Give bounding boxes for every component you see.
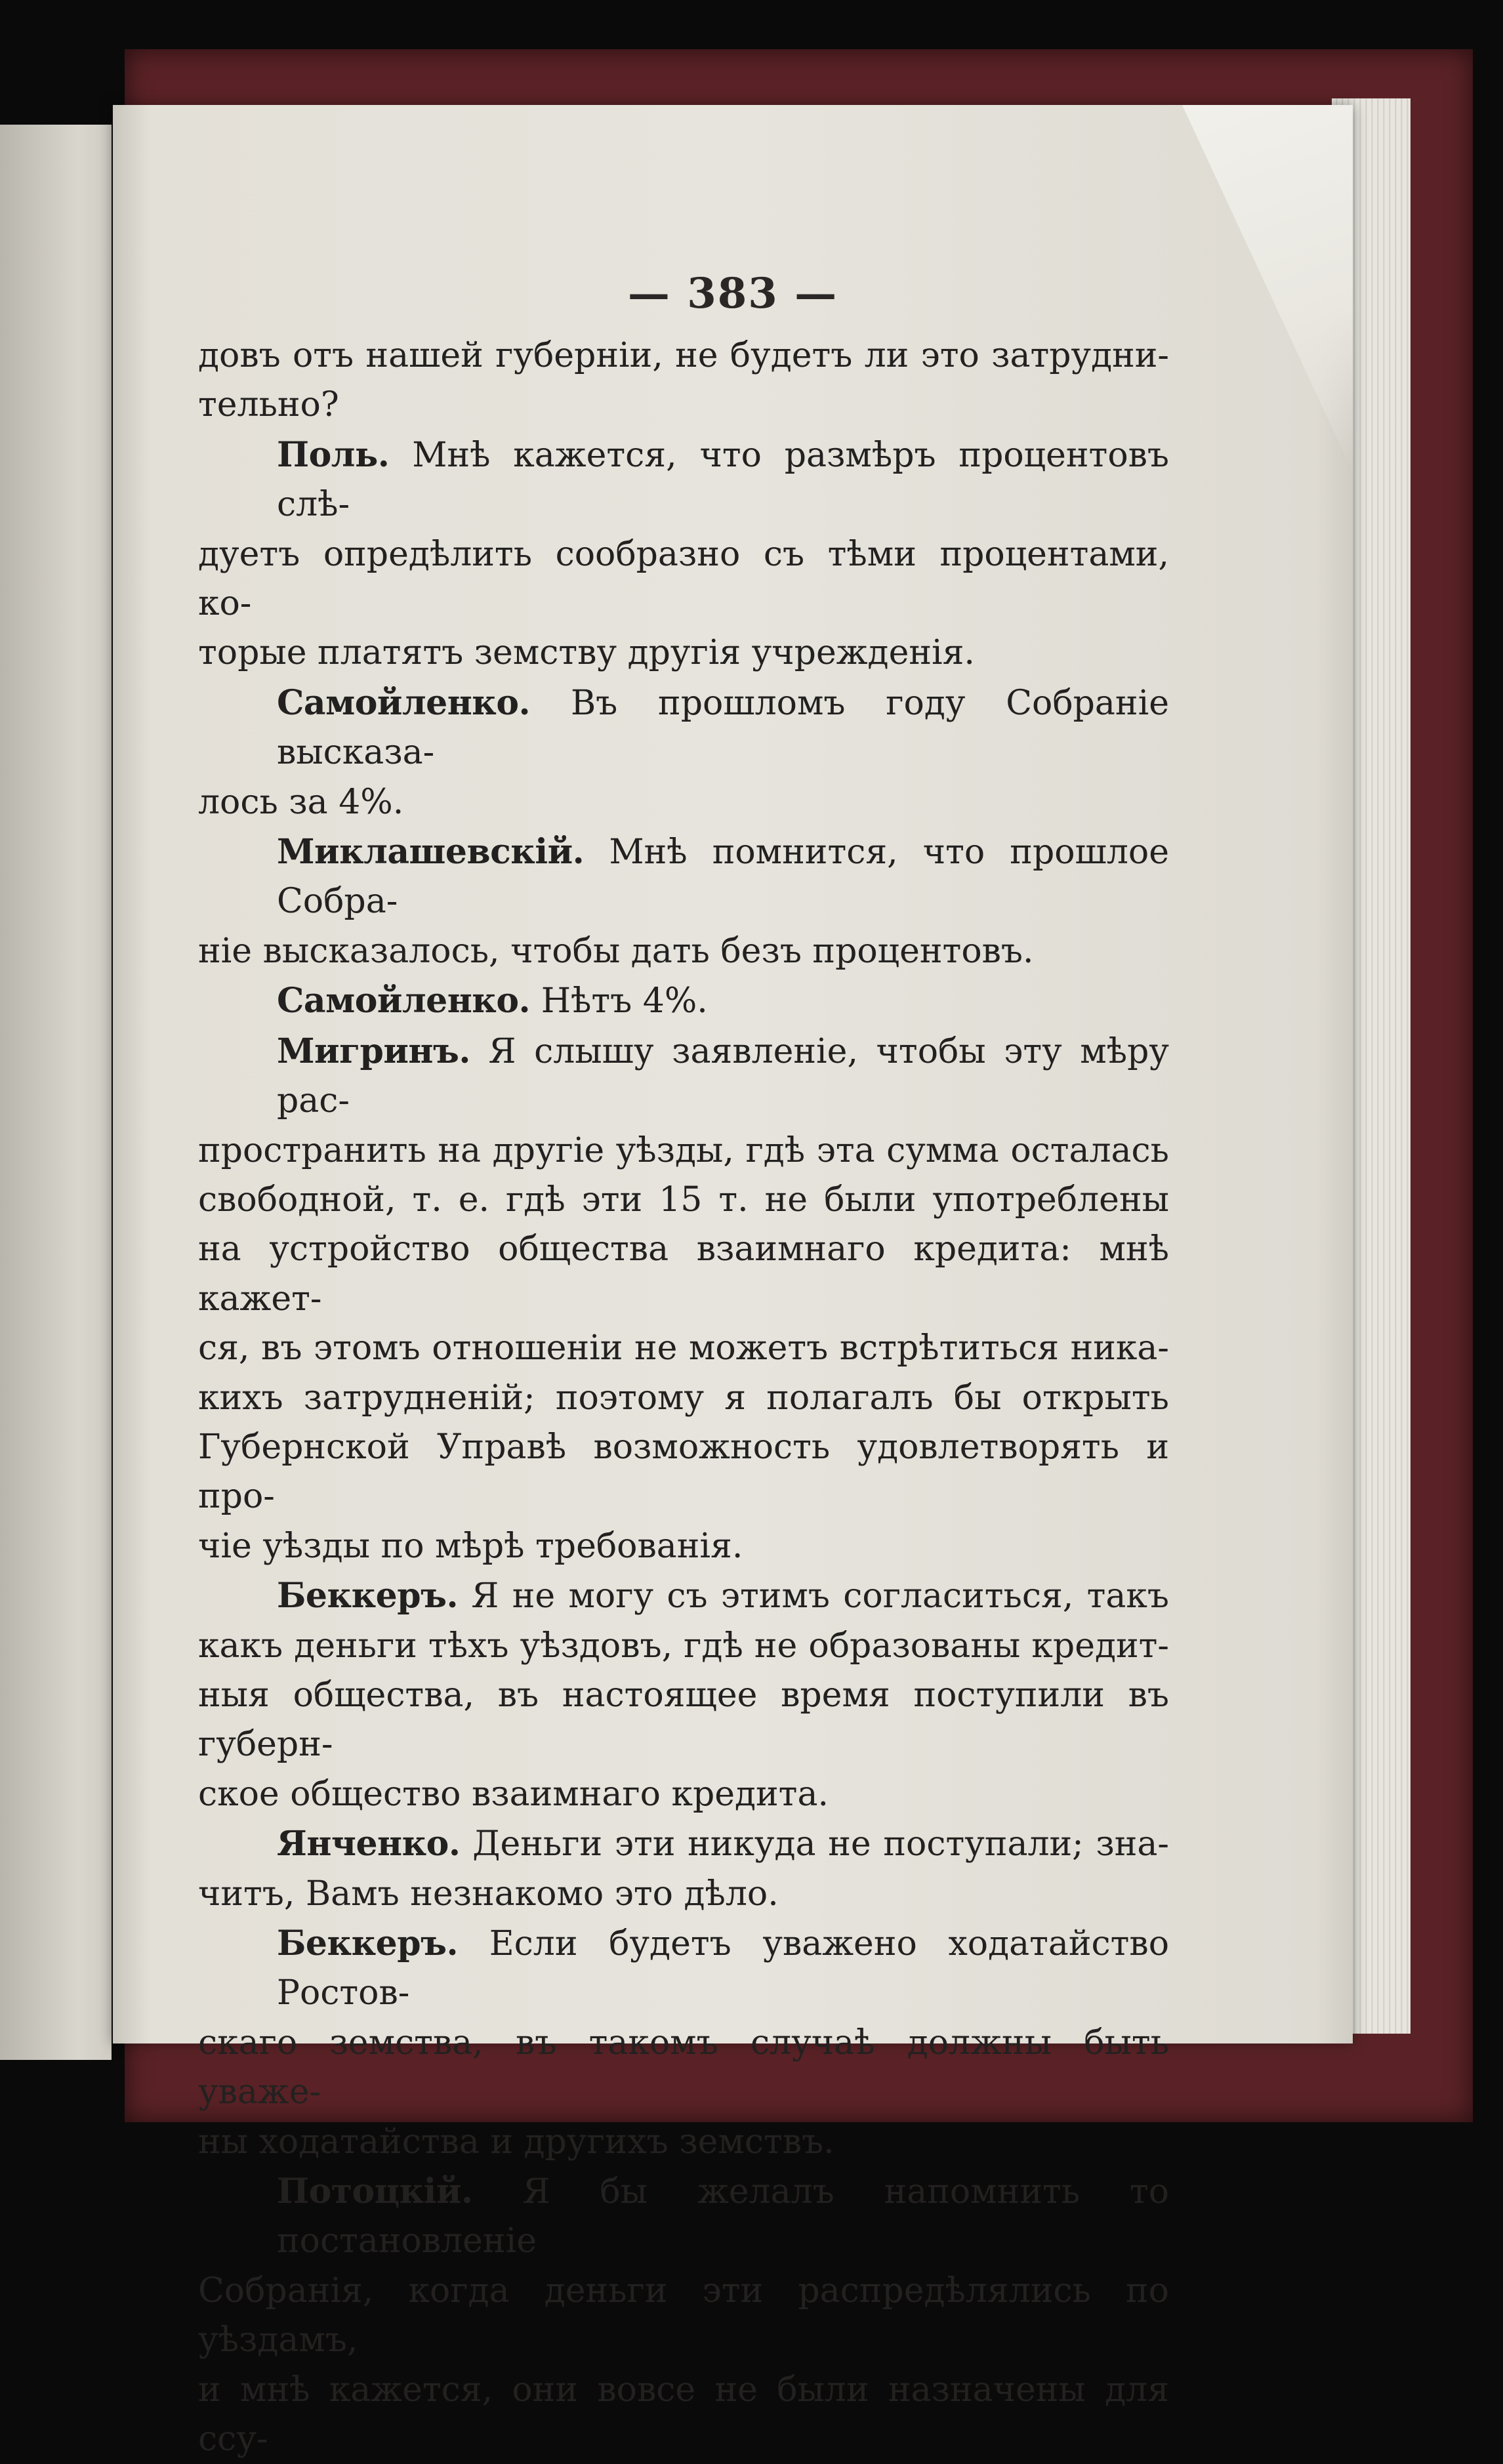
line-text: торые платятъ земству другія учрежденія. [198,633,975,673]
line-text: Собранія, когда деньги эти распредѣлялись по уѣздамъ, [198,2270,1169,2360]
line-text: Въ прошломъ году Собраніе высказа- [277,683,1169,773]
line-text: скаго земства, въ такомъ случаѣ должны быть уваже- [198,2023,1169,2112]
text-line [198,1374,1169,1423]
line-text: Деньги эти никуда не поступали; зна- [472,1824,1169,1864]
text-line [198,1225,1169,1324]
page-number: — 383 — [627,269,838,318]
speaker-name: Миклашевскій. [277,832,585,873]
text-line [198,2366,1169,2464]
text-line [198,380,1169,430]
text-line [198,1126,1169,1176]
facing-page-edge [0,125,112,2060]
text-line [198,1919,1169,2019]
text-line [198,2118,1169,2167]
text-line [198,1176,1169,1225]
line-text: свободной, т. е. гдѣ эти 15 т. не были употреблены [198,1180,1169,1220]
line-text: дуетъ опредѣлить сообразно съ тѣми процентами, ко- [198,534,1169,624]
line-text: и мнѣ кажется, они вовсе не были назначены для ссу- [198,2370,1169,2459]
line-text: ское общество взаимнаго кредита. [198,1774,829,1814]
text-line [198,1423,1169,1522]
text-line [198,1870,1169,1919]
line-text: пространить на другіе уѣзды, гдѣ эта сумма осталась [198,1130,1169,1170]
speaker-name: Самойленко. [277,981,531,1021]
line-text: какъ деньги тѣхъ уѣздовъ, гдѣ не образованы кредит- [198,1626,1169,1666]
line-text: Мнѣ помнится, что прошлое Собра- [277,832,1170,922]
text-line [198,1027,1169,1126]
text-line [198,1571,1169,1621]
line-text: Нѣтъ 4%. [541,981,708,1021]
text-line [198,628,1169,678]
line-text: Я слышу заявленіе, чтобы эту мѣру рас- [277,1031,1169,1121]
page-text [198,331,1169,2464]
line-text: ны ходатайства и другихъ земствъ. [198,2122,834,2162]
line-text: Я не могу съ этимъ согласиться, такъ [471,1576,1169,1616]
line-text: читъ, Вамъ незнакомо это дѣло. [198,1874,779,1914]
speaker-name: Беккеръ. [277,1923,459,1963]
text-line [198,778,1169,827]
text-line [198,2267,1169,2366]
line-text: Мнѣ кажется, что размѣръ процентовъ слѣ- [277,435,1169,525]
text-line [198,1671,1169,1770]
book-page [113,105,1353,2459]
line-text: довъ отъ нашей губерніи, не будетъ ли это затрудни- [198,336,1169,375]
text-line [198,530,1169,629]
speaker-name: Самойленко. [277,682,531,723]
line-text: ніе высказалось, чтобы дать безъ процентовъ. [198,931,1034,971]
text-line [198,976,1169,1026]
line-text: чіе уѣзды по мѣрѣ требованія. [198,1526,743,1566]
line-text: лось за 4%. [198,782,404,822]
text-line [198,2019,1169,2118]
line-text: ныя общества, въ настоящее время поступили въ губерн- [198,1675,1169,1765]
text-line [198,1770,1169,1819]
text-line [198,678,1169,778]
speaker-name: Потоцкій. [277,2171,473,2212]
speaker-name: Янченко. [277,1824,461,1864]
line-text: Если будетъ уважено ходатайство Ростов- [277,1924,1169,2013]
text-line [198,1324,1169,1373]
speaker-name: Поль. [277,434,390,475]
line-text: на устройство общества взаимнаго кредита: мнѣ кажет- [198,1229,1169,1319]
text-line [198,430,1169,530]
text-line [198,927,1169,976]
text-line [198,331,1169,380]
text-line [198,1522,1169,1571]
speaker-name: Беккеръ. [277,1576,459,1616]
line-text: кихъ затрудненій; поэтому я полагалъ бы открыть [198,1378,1169,1418]
line-text: Я бы желалъ напомнить то постановленіе [277,2172,1170,2261]
speaker-name: Мигринъ. [277,1031,470,1071]
text-line [198,1819,1169,1869]
text-line [198,2167,1169,2267]
text-line [198,827,1169,927]
line-text: Губернской Управѣ возможность удовлетворять и про- [198,1427,1169,1517]
line-text: ся, въ этомъ отношеніи не можетъ встрѣтиться ника- [198,1328,1169,1368]
line-text: тельно? [198,385,339,425]
text-line [198,1622,1169,1671]
